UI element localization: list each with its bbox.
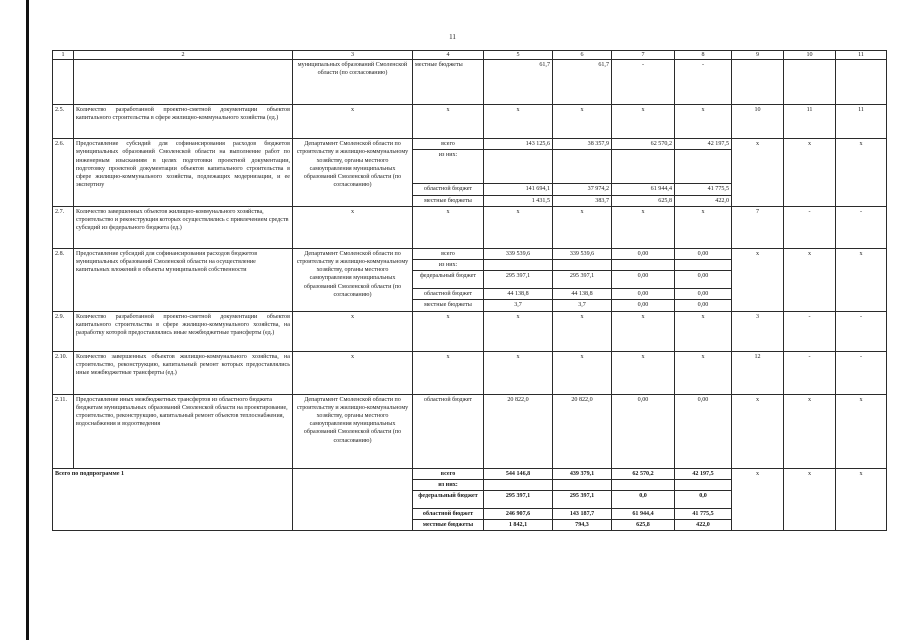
header-cell: 1 xyxy=(53,51,74,60)
table-row: 2.7. Количество завершенных объектов жилищно-коммунального хозяйства, строительство и реконструкция которых осуществлялись с привлечением средств субсидий из федерального бюджета (ед.) x x x x x x 7 - - xyxy=(53,206,887,248)
value-cell: 61,7 xyxy=(484,60,553,105)
page-number: 11 xyxy=(449,33,456,41)
executor-cell: муниципальных образований Смоленской области (по согласованию) xyxy=(293,60,413,105)
value-cell: - xyxy=(675,60,732,105)
executor-cell: Департамент Смоленской области по строительству и жилищно-коммунальному хозяйству, органы местного самоуправления муниципальных образований Смоленской области (по согласованию) xyxy=(293,248,413,311)
header-cell: 7 xyxy=(612,51,675,60)
table-row: 2.11. Предоставление иных межбюджетных трансфертов из областного бюджета бюджетам муниципальных образований Смоленской области на проектирование, строительство, реконструкцию, капитальный ремонт объектов теплоснабжения, водоснабжения и водоотведения Департамент Смоленской области по строительству и жилищно-коммунальному хозяйству, органы местного самоуправления муниципальных образований Смоленской области (по согласованию) областной бюджет 20 822,0 20 822,0 0,00 0,00 x x x xyxy=(53,394,887,468)
row-description: Количество разработанной проектно-сметной документации объектов капитального строительства в сфере жилищно-коммунального хозяйства (ед.) xyxy=(74,105,293,139)
header-cell: 4 xyxy=(413,51,484,60)
table-row xyxy=(53,60,887,105)
header-cell: 8 xyxy=(675,51,732,60)
row-number: 2.7. xyxy=(53,206,74,248)
table-row: 2.5. Количество разработанной проектно-сметной документации объектов капитального строительства в сфере жилищно-коммунального хозяйства (ед.) x x x x x x 10 11 11 xyxy=(53,105,887,139)
table-row: 2.10. Количество завершенных объектов жилищно-коммунального хозяйства, на строительство, реконструкцию, капитальный ремонт которых предоставлялись иные межбюджетные трансферты (ед.) x x x x x x 12 - - xyxy=(53,351,887,394)
table-row: 2.9. Количество разработанной проектно-сметной документации объектов капитального строительства в сфере жилищно-коммунального хозяйства, на разработку которой предоставлялись иные межбюджетные трансферты (ед.) x x x x x x 3 - - xyxy=(53,311,887,351)
table-row: 2.8. Предоставление субсидий для софинансирования расходов бюджетов муниципальных образований Смоленской области на осуществление капитальных вложений в объекты муниципальной собственности Департамент Смоленской области по строительству и жилищно-коммунальному хозяйству, органы местного самоуправления муниципальных образований Смоленской области (по согласованию) всего 339 539,6 339 539,6 0,00 0,00 x x x xyxy=(53,248,887,259)
table-row: 2.6. Предоставление субсидий для софинансирования расходов бюджетов муниципальных образований Смоленской области на выполнение работ по инженерным изысканиям в целях подготовки проектной документации, подготовку проектной документации объектов капитального строительства в сфере жилищно-коммунального хозяйства, подлежащих модернизации, и ее экспертизу Департамент Смоленской области по строительству и жилищно-коммунальному хозяйству, органы местного самоуправления муниципальных образований Смоленской области (по согласованию) всего 143 125,6 38 357,9 62 570,2 42 197,5 x x x xyxy=(53,139,887,150)
row-number: 2.8. xyxy=(53,248,74,311)
row-description: Количество разработанной проектно-сметной документации объектов капитального строительства в сфере жилищно-коммунального хозяйства, на разработку которой предоставлялись иные межбюджетные трансферты (ед.) xyxy=(74,311,293,351)
row-description: Количество завершенных объектов жилищно-коммунального хозяйства, строительство и реконструкция которых осуществлялись с привлечением средств субсидий из федерального бюджета (ед.) xyxy=(74,206,293,248)
executor-cell: Департамент Смоленской области по строительству и жилищно-коммунальному хозяйству, органы местного самоуправления муниципальных образований Смоленской области (по согласованию) xyxy=(293,394,413,468)
header-cell: 3 xyxy=(293,51,413,60)
header-row xyxy=(53,51,887,60)
header-cell: 10 xyxy=(784,51,836,60)
row-number: 2.10. xyxy=(53,351,74,394)
value-cell: - xyxy=(612,60,675,105)
total-row: Всего по подпрограмме 1 всего 544 146,8 439 379,1 62 570,2 42 197,5 x x x xyxy=(53,468,887,479)
header-cell: 6 xyxy=(553,51,612,60)
row-description: Предоставление субсидий для софинансирования расходов бюджетов муниципальных образований Смоленской области на осуществление капитальных вложений в объекты муниципальной собственности xyxy=(74,248,293,311)
row-number: 2.11. xyxy=(53,394,74,468)
header-cell: 5 xyxy=(484,51,553,60)
row-description: Количество завершенных объектов жилищно-коммунального хозяйства, на строительство, реконструкцию, капитальный ремонт которых предоставлялись иные межбюджетные трансферты (ед.) xyxy=(74,351,293,394)
row-description: Предоставление иных межбюджетных трансфертов из областного бюджета бюджетам муниципальных образований Смоленской области на проектирование, строительство, реконструкцию, капитальный ремонт объектов теплоснабжения, водоснабжения и водоотведения xyxy=(74,394,293,468)
executor-cell: Департамент Смоленской области по строительству и жилищно-коммунальному хозяйству, органы местного самоуправления муниципальных образований Смоленской области (по согласованию) xyxy=(293,139,413,207)
budget-table: 1 2 3 4 5 6 7 8 9 10 11 муниципальных образований Смоленской области (по согласованию) местные бюджеты 61,7 61,7 - - 2.5. Количество разработанной проектно-сметной документации объектов капитального строительства в сфере жилищно-коммунального хозяйства (ед.) x x x x x x 10 11 11 2.6. Предоставление субсидий для софинансирования расходов бюджетов муниципальных образований Смоленской области на выполнение работ по инженерным изысканиям в целях подготовки проектной документации, подготовку проектной документации объектов капитального строительства в сфере жилищно-коммунального хозяйства, подлежащих модернизации, и ее экспертизу Департамент Смоленской области по строительству и жилищно-коммунальному хозяйству, органы местного самоуправления муниципальных образований Смоленской области (по согласованию) всего 143 125,6 38 357,9 62 570,2 42 197,5 x x x из них: областной бюджет 141 694,1 37 974,2 61 944,4 41 775,5 местные бюджеты 1 431,5 383,7 625,8 422,0 2.7. Количество завершенных объектов жилищно-коммунального хозяйства, строительство и реконструкция которых осуществлялись с привлечением средств субсидий из федерального бюджета (ед.) x x x x x x 7 - - 2.8. Предоставление субсидий для софинансирования расходов бюджетов муниципальных образований Смоленской области на осуществление капитальных вложений в объекты муниципальной собственности Департамент Смоленской области по строительству и жилищно-коммунальному хозяйству, органы местного самоуправления муниципальных образований Смоленской области (по согласованию) всего 339 539,6 339 539,6 0,00 0,00 x x x из них: федеральный бюджет 295 397,1 295 397,1 0,00 0,00 областной бюджет 44 138,8 44 138,8 0,00 0,00 местные бюджеты 3,7 3,7 0,00 0,00 2.9. Количество разработанной проектно-сметной документации объектов капитального строительства в сфере жилищно-коммунального хозяйства, на разработку которой предоставлялись иные межбюджетные трансферты (ед.) x x x x x x 3 - - 2.10. Количество завершенных объектов жилищно-коммунального хозяйства, на строительство, реконструкцию, капитальный ремонт которых предоставлялись иные межбюджетные трансферты (ед.) x x x x x x 12 - - 2.11. Предоставление иных межбюджетных трансфертов из областного бюджета бюджетам муниципальных образований Смоленской области на проектирование, строительство, реконструкцию, капитальный ремонт объектов теплоснабжения, водоснабжения и водоотведения Департамент Смоленской области по строительству и жилищно-коммунальному хозяйству, органы местного самоуправления муниципальных образований Смоленской области (по согласованию) областной бюджет 20 822,0 20 822,0 0,00 0,00 x x x Всего по подпрограмме 1 всего 544 146,8 439 379,1 62 570,2 42 197,5 x x x из них: федеральный бюджет 295 397,1 295 397,1 0,0 0,0 областной бюджет 246 907,6 143 187,7 61 944,4 41 775,5 местные бюджеты 1 842,1 794,3 625,8 422,0 xyxy=(52,50,887,531)
row-number: 2.5. xyxy=(53,105,74,139)
header-cell: 2 xyxy=(74,51,293,60)
header-cell: 9 xyxy=(732,51,784,60)
source-cell: местные бюджеты xyxy=(413,60,484,105)
total-label: Всего по подпрограмме 1 xyxy=(53,468,293,531)
row-number: 2.6. xyxy=(53,139,74,207)
row-number: 2.9. xyxy=(53,311,74,351)
header-cell: 11 xyxy=(836,51,887,60)
row-description: Предоставление субсидий для софинансирования расходов бюджетов муниципальных образований Смоленской области на выполнение работ по инженерным изысканиям в целях подготовки проектной документации, подготовку проектной документации объектов капитального строительства в сфере жилищно-коммунального хозяйства, подлежащих модернизации, и ее экспертизу xyxy=(74,139,293,207)
value-cell: 61,7 xyxy=(553,60,612,105)
binder-edge xyxy=(26,0,29,640)
